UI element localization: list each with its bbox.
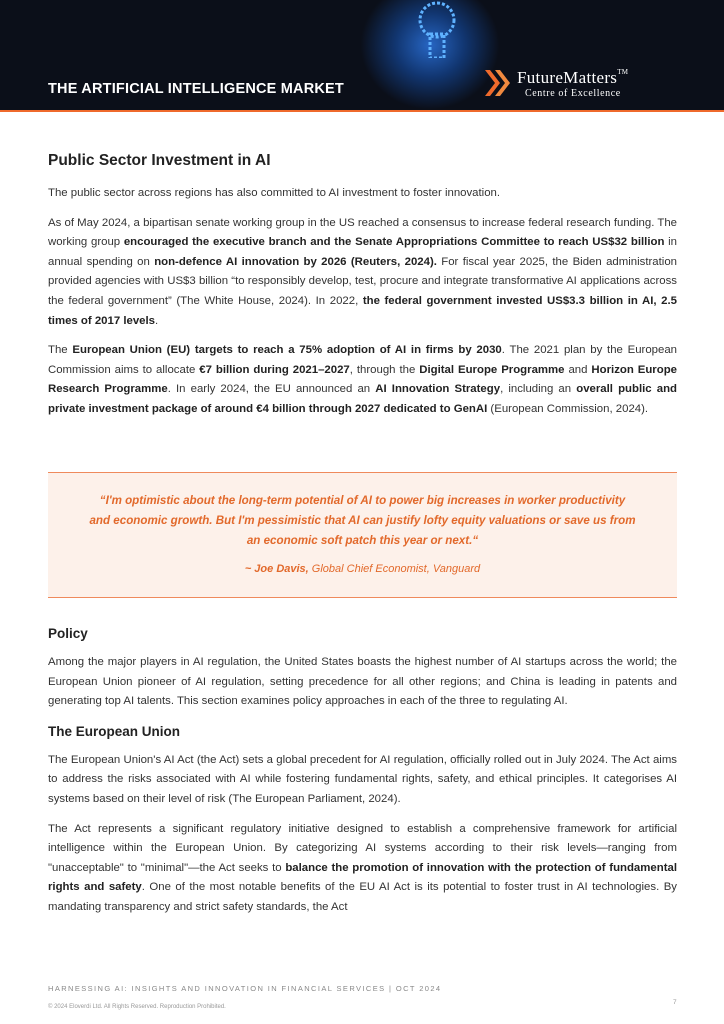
emphasis-text: European Union (EU) targets to reach a 75% adoption of AI in firms by 2030 — [72, 344, 502, 357]
header-accent-bar — [0, 110, 724, 112]
keyhole-circuit-icon — [417, 0, 457, 58]
text-run: . The 2021 plan by the European Commission aims to allocate — [48, 344, 678, 376]
text-run: . One of the most notable benefits of the EU AI Act is its potential to foster trust in AI technologies. By mandating transparency and strict safety standards, the Act — [48, 881, 677, 913]
page-number: 7 — [673, 999, 677, 1006]
quote-author: ~ Joe Davis, — [244, 563, 309, 575]
text-run: and — [564, 363, 592, 376]
emphasis-text: non-defence AI innovation by 2026 (Reuters, 2024). — [154, 255, 437, 268]
section-public-investment — [48, 152, 677, 430]
section-policy — [48, 626, 677, 928]
paragraph: The European Union's AI Act (the Act) sets a global precedent for AI regulation, officially rolled out in July 2024. The Act aims to address the risks associated with AI while fostering fundamental rights, safety, and ethical principles. It categorises AI systems based on their level of risk (The European Parliament, 2024). — [48, 753, 677, 805]
emphasis-text: €7 billion during 2021–2027 — [199, 363, 350, 376]
text-run: (European Commission, 2024). — [487, 402, 649, 415]
footer-title: HARNESSING AI: INSIGHTS AND INNOVATION IN FINANCIAL SERVICES | OCT 2024 — [48, 984, 442, 993]
policy-heading: Policy — [48, 626, 88, 641]
emphasis-text: the federal government invested US$3.3 billion in AI, 2.5 times of 2017 levels — [48, 294, 677, 327]
paragraph — [48, 214, 677, 332]
section-heading: Public Sector Investment in AI — [48, 152, 271, 169]
paragraph: Among the major players in AI regulation, the United States boasts the highest number of AI startups across the world; the European Union pioneer of AI regulation, setting precedence for all other regions; and China is leading in patents and generating top AI talents. This section examines policy approaches in each of the three to regulating AI. — [48, 656, 677, 708]
page-header — [0, 0, 724, 112]
footer-copyright: © 2024 Eloverdi Ltd. All Rights Reserved. Reproduction Prohibited. — [48, 1004, 226, 1010]
chevron-logo-icon — [485, 70, 511, 96]
text-run: , through the — [349, 363, 420, 376]
text-run: . — [155, 314, 159, 327]
paragraph — [48, 820, 677, 918]
header-title: THE ARTIFICIAL INTELLIGENCE MARKET — [48, 81, 344, 97]
emphasis-text: Digital Europe Programme — [419, 363, 565, 376]
emphasis-text: overall public and private investment package of around €4 billion through 2027 dedicated to GenAI — [48, 383, 677, 415]
paragraph: The public sector across regions has also committed to AI investment to foster innovation. — [48, 187, 501, 199]
emphasis-text: encouraged the executive branch and the Senate Appropriations Committee to reach US$32 billion — [123, 236, 665, 249]
futurematters-logo — [485, 68, 685, 102]
text-run: As of May 2024, a bipartisan senate working group in the US reached a consensus to increase federal research funding. The working group — [48, 216, 677, 249]
text-run: . In early 2024, the EU announced an — [167, 383, 376, 396]
text-run: For fiscal year 2025, the Biden administration provided agencies with US$3 billion “to responsibly develop, test, procure and integrate transformative AI applications across the federal government” (The White House, 2024). In 2022, — [48, 255, 677, 307]
paragraph — [48, 341, 677, 419]
emphasis-text: balance the promotion of innovation with the protection of fundamental rights and safety — [48, 861, 677, 894]
eu-heading: The European Union — [48, 723, 181, 739]
logo-name: FutureMatters™ — [517, 68, 629, 87]
text-run: in annual spending on — [48, 236, 678, 268]
logo-subtitle: Centre of Excellence — [525, 88, 621, 99]
text-run: , including an — [500, 383, 577, 396]
quote-attribution — [48, 563, 677, 575]
pull-quote — [48, 472, 677, 598]
emphasis-text: Horizon Europe Research Programme — [48, 363, 677, 396]
text-run: The — [48, 344, 73, 357]
quote-text: “I'm optimistic about the long-term potential of AI to power big increases in worker productivity and economic growth. But I'm pessimistic that AI can justify lofty equity valuations or save us from an economic soft patch this year or next.“ — [89, 494, 636, 547]
text-run: The Act represents a significant regulatory initiative designed to establish a comprehensive framework for artificial intelligence within the European Union. By categorizing AI systems according to their risk levels—ranging from "unacceptable" to "minimal"—the Act seeks to — [48, 822, 677, 874]
emphasis-text: AI Innovation Strategy — [375, 383, 501, 396]
quote-role: Global Chief Economist, Vanguard — [311, 563, 481, 575]
